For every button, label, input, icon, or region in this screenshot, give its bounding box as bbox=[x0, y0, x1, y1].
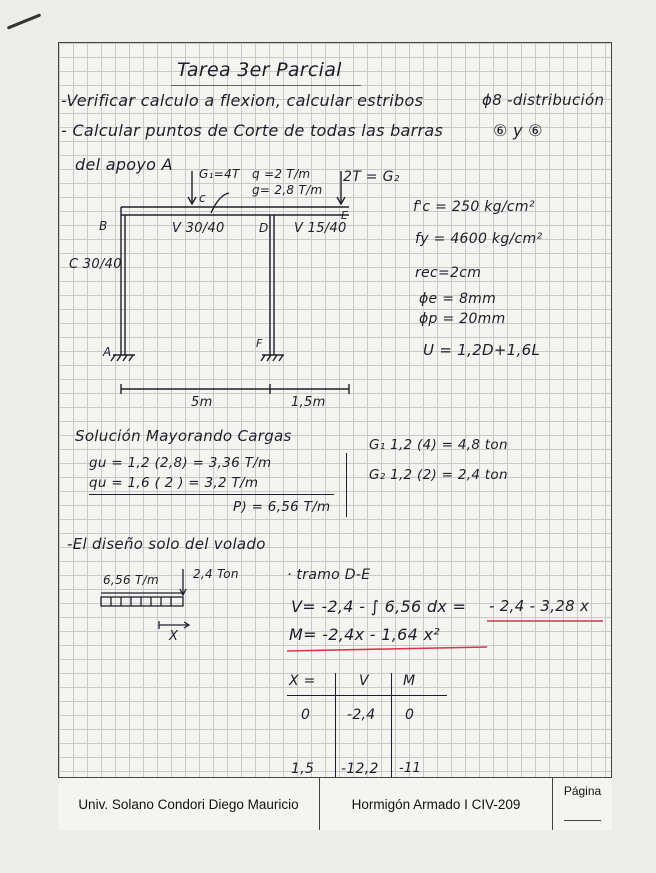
footer-course: Hormigón Armado I CIV-209 bbox=[320, 778, 553, 830]
property-fc: f'c = 250 kg/cm² bbox=[413, 199, 535, 215]
pen-stroke bbox=[7, 13, 42, 29]
table-header-x: X = bbox=[289, 673, 316, 689]
table-cell-r1-m: 0 bbox=[405, 707, 415, 723]
results-table bbox=[283, 671, 453, 791]
task-line-2-refs: ⑥ y ⑥ bbox=[493, 121, 543, 140]
table-header-v: V bbox=[359, 673, 369, 689]
table-col-rule-1 bbox=[335, 673, 336, 785]
dimension-5m: 5m bbox=[191, 395, 213, 410]
load-g2: 2T = G₂ bbox=[343, 169, 400, 185]
node-label-e: E bbox=[341, 209, 349, 222]
node-label-d: D bbox=[259, 221, 269, 235]
solution-gu: gu = 1,2 (2,8) = 3,36 T/m bbox=[89, 455, 272, 471]
footer-page-box bbox=[553, 778, 612, 830]
design-title: -El diseño solo del volado bbox=[67, 535, 266, 553]
footer-page-blank bbox=[564, 820, 601, 821]
equation-v: V= -2,4 - ∫ 6,56 dx = bbox=[291, 597, 467, 616]
page-footer bbox=[58, 777, 612, 830]
node-label-f: F bbox=[256, 337, 263, 350]
load-q: q =2 T/m bbox=[252, 167, 311, 181]
cantilever-load: 6,56 T/m bbox=[103, 573, 159, 587]
load-g: g= 2,8 T/m bbox=[252, 183, 323, 197]
load-g1: G₁=4T bbox=[199, 167, 240, 181]
cantilever-point-load: 2,4 Ton bbox=[193, 567, 239, 581]
table-cell-r1-v: -2,4 bbox=[347, 707, 376, 723]
assignment-title: Tarea 3er Parcial bbox=[177, 59, 342, 81]
property-u: U = 1,2D+1,6L bbox=[423, 341, 541, 359]
grid-sheet bbox=[58, 42, 612, 829]
property-rec: rec=2cm bbox=[415, 265, 482, 281]
equation-m: M= -2,4x - 1,64 x² bbox=[289, 625, 440, 644]
property-fy: fy = 4600 kg/cm² bbox=[415, 231, 543, 247]
node-label-a: A bbox=[103, 345, 112, 359]
cantilever-x: X bbox=[169, 629, 179, 644]
solution-title: Solución Mayorando Cargas bbox=[75, 427, 292, 445]
table-cell-r2-v: -12,2 bbox=[341, 761, 379, 777]
table-cell-r2-m: -11 bbox=[399, 761, 422, 776]
solution-g2: G₂ 1,2 (2) = 2,4 ton bbox=[369, 467, 508, 483]
task-line-3: del apoyo A bbox=[75, 155, 173, 174]
node-label-b: B bbox=[99, 219, 108, 233]
property-phi-p: ϕp = 20mm bbox=[419, 311, 506, 327]
task-line-1: -Verificar calculo a flexion, calcular estribos bbox=[61, 91, 424, 110]
property-phi-e: ϕe = 8mm bbox=[419, 291, 497, 307]
table-col-rule-2 bbox=[391, 673, 392, 785]
footer-author: Univ. Solano Condori Diego Mauricio bbox=[58, 778, 320, 830]
table-cell-r1-x: 0 bbox=[301, 707, 311, 723]
equation-v-result: - 2,4 - 3,28 x bbox=[489, 597, 590, 615]
table-header-m: M bbox=[403, 673, 416, 689]
tramo-label: · tramo D-E bbox=[287, 567, 371, 583]
solution-g1: G₁ 1,2 (4) = 4,8 ton bbox=[369, 437, 508, 453]
solution-total: P) = 6,56 T/m bbox=[233, 499, 331, 515]
table-cell-r2-x: 1,5 bbox=[291, 761, 315, 777]
task-line-1-phi: ϕ8 -distribución bbox=[482, 91, 605, 109]
task-line-2: - Calcular puntos de Corte de todas las barras bbox=[61, 121, 444, 140]
beam-label-2: V 15/40 bbox=[294, 221, 347, 236]
table-header-rule bbox=[287, 695, 447, 696]
solution-qu: qu = 1,6 ( 2 ) = 3,2 T/m bbox=[89, 475, 259, 491]
dimension-1-5m: 1,5m bbox=[291, 395, 326, 410]
node-label-c: c bbox=[199, 191, 206, 205]
beam-label-1: V 30/40 bbox=[172, 221, 225, 236]
column-label: C 30/40 bbox=[69, 257, 122, 272]
footer-page-label: Página bbox=[563, 784, 602, 798]
